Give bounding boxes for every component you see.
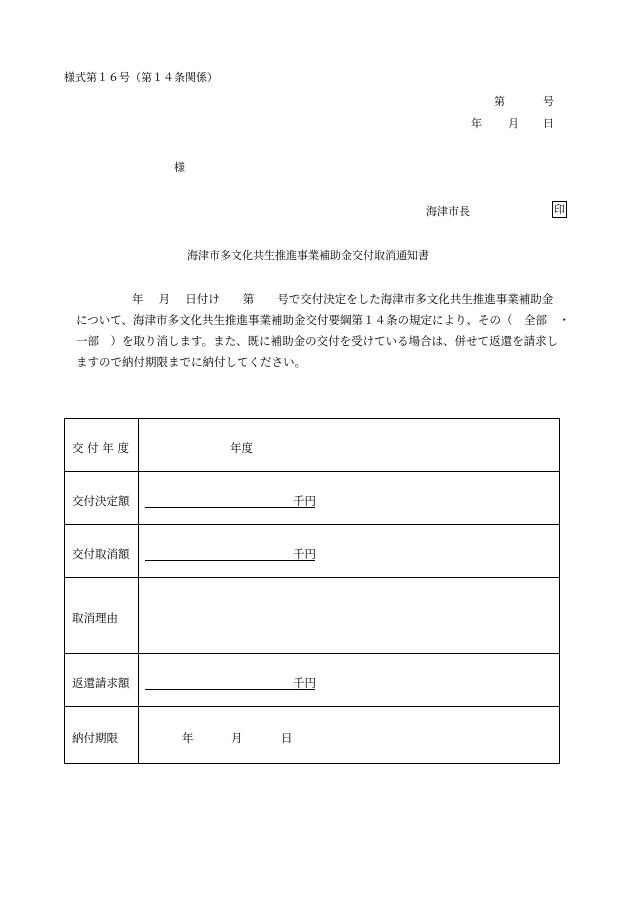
issuer-name: 海津市長: [426, 205, 470, 218]
body-line-2: について、海津市多文化共生推進事業補助金交付要綱第１４条の規定により、その（ 全部 ・: [76, 313, 571, 327]
body-line-4: ますので納付期限までに納付してください。: [76, 355, 306, 369]
deadline-day: 日: [281, 731, 293, 745]
details-table: [64, 418, 560, 764]
date-month: 月: [508, 117, 519, 130]
row-value: 千円: [293, 676, 316, 690]
row-label: 納付期限: [72, 731, 118, 745]
row-value: 千円: [293, 494, 316, 508]
form-style-number: 様式第１６号（第１４条関係）: [64, 71, 218, 84]
row-label: 交付決定額: [72, 494, 130, 508]
row-label: 交付取消額: [72, 547, 130, 561]
table-row-payment-deadline: [65, 707, 559, 763]
table-row-decision-amount: [65, 472, 559, 525]
row-value: 千円: [293, 547, 316, 561]
document-title: 海津市多文化共生推進事業補助金交付取消通知書: [187, 249, 429, 262]
date-year: 年: [471, 117, 482, 130]
doc-number-dai: 第: [494, 95, 505, 108]
row-label: 取消理由: [72, 611, 118, 625]
date-day: 日: [543, 117, 554, 130]
doc-number-go: 号: [543, 95, 554, 108]
amount-underline: [145, 507, 315, 508]
body-line-3: 一部 ）を取り消します。また、既に補助金の交付を受けている場合は、併せて返還を請求し: [76, 334, 559, 348]
row-label: 返還請求額: [72, 676, 130, 690]
table-row-fiscal-year: [65, 419, 559, 472]
body-line-1: 年 月 日付け 第 号で交付決定をした海津市多文化共生推進事業補助金: [132, 292, 554, 306]
table-row-refund-amount: [65, 654, 559, 707]
table-row-cancel-reason: [65, 578, 559, 654]
amount-underline: [145, 689, 315, 690]
deadline-month: 月: [231, 731, 243, 745]
deadline-year: 年: [182, 731, 194, 745]
amount-underline: [145, 560, 315, 561]
seal-mark: 印: [554, 203, 565, 216]
row-label: 交 付 年 度: [72, 441, 129, 455]
addressee-suffix: 様: [174, 161, 185, 174]
table-row-cancel-amount: [65, 525, 559, 578]
row-value: 年度: [230, 441, 253, 455]
